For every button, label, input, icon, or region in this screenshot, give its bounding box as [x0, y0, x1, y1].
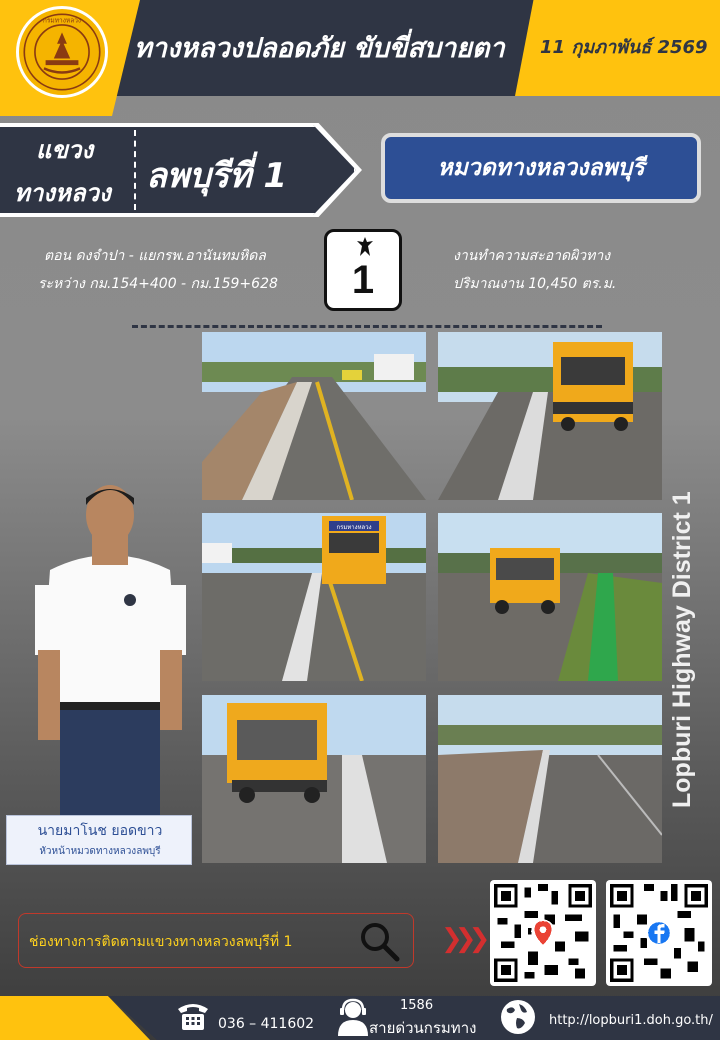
- chevron-right-icon: ❯❯❯: [441, 924, 483, 954]
- qr-code-facebook[interactable]: [606, 880, 712, 986]
- side-watermark: Lopburi Highway District 1: [668, 491, 696, 808]
- official-name-card: [6, 815, 192, 865]
- work-type: งานทำความสะอาดผิวทาง: [453, 248, 611, 264]
- phone-icon: [176, 1001, 210, 1031]
- follow-channels-box[interactable]: [18, 913, 414, 968]
- district-label-line2: ทางหลวง: [14, 179, 111, 207]
- publish-date: 11 กุมภาพันธ์ 2569: [540, 37, 708, 58]
- photo-vacuum-truck: [202, 695, 426, 863]
- call-center-icon: [336, 998, 370, 1036]
- district-name: ลพบุรีที่ 1: [146, 156, 287, 196]
- globe-icon: [499, 998, 537, 1036]
- unit-banner: หมวดทางหลวงลพบุรี: [381, 133, 701, 203]
- search-icon[interactable]: [357, 919, 401, 963]
- section-range: ตอน ดงจำปา - แยกรพ.อานันทมหิดล: [44, 248, 266, 264]
- official-title: หัวหน้าหมวดทางหลวงลพบุรี: [39, 846, 161, 857]
- follow-channels-text: ช่องทางการติดตามแขวงทางหลวงลพบุรีที่ 1: [29, 934, 293, 950]
- district-divider: [134, 130, 136, 210]
- photo-sweeper-truck-rear: [438, 513, 662, 681]
- hotline-label: สายด่วนกรมทาง: [369, 1019, 477, 1037]
- website-link[interactable]: http://lopburi1.doh.go.th/: [549, 1013, 713, 1028]
- official-portrait: [30, 480, 190, 820]
- garuda-icon: [355, 236, 375, 258]
- section-divider: [132, 325, 602, 328]
- official-name: นายมาโนช ยอดขาว: [37, 823, 163, 839]
- photo-cleaned-road: [438, 695, 662, 863]
- route-number: 1: [351, 258, 375, 302]
- photo-sweeper-truck-road: [202, 513, 426, 681]
- work-quantity: ปริมาณงาน 10,450 ตร.ม.: [453, 276, 617, 292]
- truck-label: กรมทางหลวง: [336, 524, 372, 531]
- section-km: ระหว่าง กม.154+400 - กม.159+628: [38, 276, 278, 292]
- logo-text: กรมทางหลวง: [42, 16, 82, 25]
- photo-sweeper-truck-front: [438, 332, 662, 500]
- photo-road-median: [202, 332, 426, 500]
- facebook-icon: [645, 919, 672, 946]
- district-label-line1: แขวง: [36, 136, 94, 164]
- page-title: ทางหลวงปลอดภัย ขับขี่สบายตา: [134, 33, 505, 64]
- hotline-number[interactable]: 1586: [400, 998, 434, 1013]
- phone-number[interactable]: 036 – 411602: [218, 1016, 315, 1032]
- route-shield: [324, 229, 402, 311]
- qr-code-maps[interactable]: [490, 880, 596, 986]
- department-logo: [16, 6, 108, 98]
